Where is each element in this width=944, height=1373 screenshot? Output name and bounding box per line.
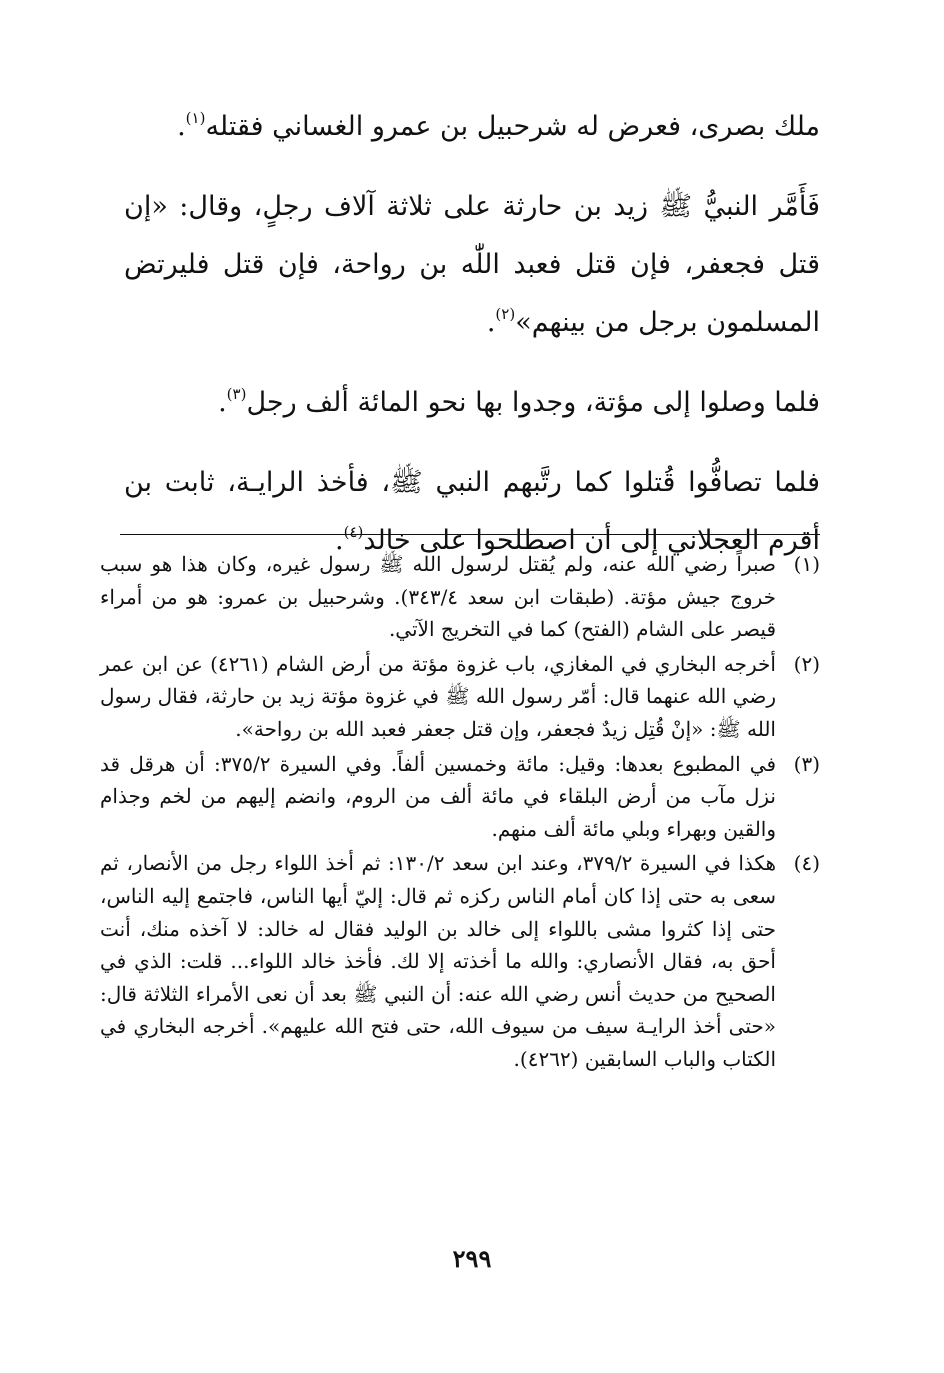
footnote-number: (٤) [793,851,820,876]
paragraph [124,178,820,352]
footnote [100,847,820,1075]
footnotes [100,548,820,1078]
paragraph-end: . [177,111,186,142]
footnote-number: (٢) [793,651,820,676]
footnote [100,648,820,746]
main-text [124,98,820,570]
footnote [100,748,820,846]
footnote [100,548,820,646]
footnote-number: (٣) [793,751,820,776]
footnote-ref: (٣) [226,385,247,403]
paragraph-text: ملك بصرى، فعرض له شرحبيل بن عمرو الغساني فقتله [205,111,820,142]
footnote-text: أخرجه البخاري في المغازي، باب غزوة مؤتة من أرض الشام (٤٢٦١) عن ابن عمر رضي الله عنهما قال: أمّر رسول الله ﷺ في غزوة مؤتة زيد بن حارثة، فقال رسول الله ﷺ: «إنْ قُتِل زيدٌ فجعفر، وإن قتل جعفر فعبد الله بن رواحة». [100,651,776,741]
footnote-text: صبراً رضي الله عنه، ولم يُقتل لرسول الله ﷺ رسول غيره، وكان هذا هو سبب خروج جيش مؤتة. (طبقات ابن سعد ٣٤٣/٤). وشرحبيل بن عمرو: هو من أمراء قيصر على الشام (الفتح) كما في التخريج الآتي. [100,552,777,642]
page-number: ٢٩٩ [452,1244,492,1273]
paragraph [124,374,820,432]
footnote-ref: (١) [185,109,206,127]
footnote-number: (١) [793,552,820,576]
paragraph-text: فلما وصلوا إلى مؤتة، وجدوا بها نحو المائة ألف رجل [246,387,820,418]
footnote-text: هكذا في السيرة ٣٧٩/٢، وعند ابن سعد ١٣٠/٢: ثم أخذ اللواء رجل من الأنصار، ثم سعى به حتى إذا كان أمام الناس ركزه ثم قال: إليّ أيها الناس، فاجتمع إليه الناس، حتى إذا كثروا مشى باللواء إلى خالد بن الوليد فقال له خالد: لا آخذه منك، أنت أحق به، فقال الأنصاري: والله ما أخذته إلا لك. فأخذ خالد اللواء... قلت: الذي في الصحيح من حديث أنس رضي الله عنه: أن النبي ﷺ بعد أن نعى الأمراء الثلاثة قال: «حتى أخذ الرايـة سيف من سيوف الله، حتى فتح الله عليهم». أخرجه البخاري في الكتاب والباب السابقين (٤٢٦٢). [100,851,776,1071]
paragraph-end: . [334,525,344,556]
paragraph [124,98,820,156]
paragraph-end: . [218,387,227,418]
footnote-ref: (٢) [495,305,516,323]
footnote-text: في المطبوع بعدها: وقيل: مائة وخمسين ألفاً. وفي السيرة ٣٧٥/٢: أن هرقل قد نزل مآب من أرض البلقاء في مائة ألف من الروم، وانضم إليهم من لخم وجذام والقين وبهراء وبلي مائة ألف منهم. [100,751,777,841]
footnote-divider [120,534,820,535]
paragraph-text: فلما تصافُّوا قُتلوا كما رتَّبهم النبي ﷺ، فأخذ الرايـة، ثابت بن أقرم العجلاني إلى أن اصطلحوا على خالد [124,467,820,556]
footnote-ref: (٤) [343,523,364,541]
paragraph-text: فَأَمَّر النبيُّ ﷺ زيد بن حارثة على ثلاثة آلاف رجلٍ، وقال: «إن قتل فجعفر، فإن قتل فعبد اللّٰه بن رواحة، فإن قتل فليرتض المسلمون برجل من بينهم» [124,191,820,338]
paragraph-end: . [486,307,496,338]
